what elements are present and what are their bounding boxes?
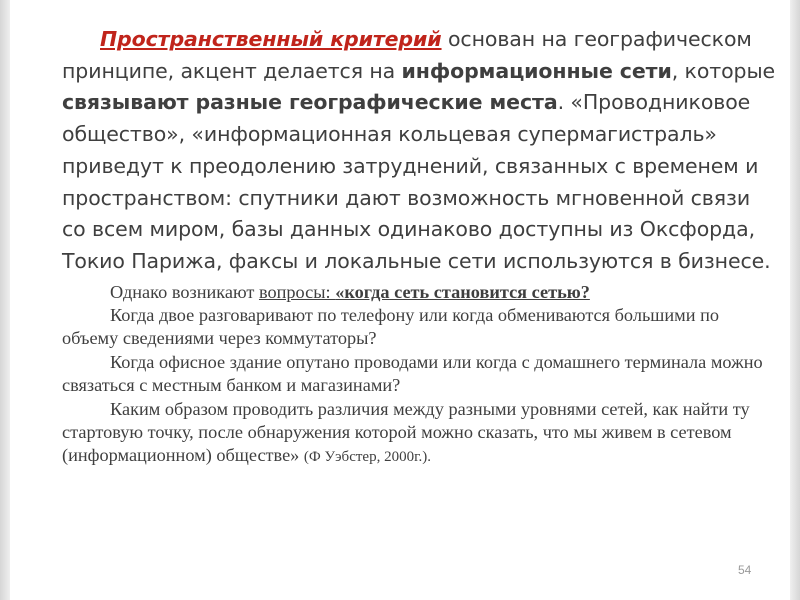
slide-shadow-right <box>790 0 800 600</box>
office-question-paragraph: Когда офисное здание опутано проводами или когда с домашнего терминала можно связаться с местным банком и магазинами? <box>62 351 763 396</box>
questions-label: вопросы: <box>258 281 336 302</box>
connect-places-bold: связывают разные географические места <box>62 90 558 115</box>
phone-question-paragraph: Когда двое разговаривают по телефону или когда обмениваются большими по объему сведениями через коммутаторы? <box>62 305 719 349</box>
slide <box>10 0 790 600</box>
slide-content <box>62 24 778 470</box>
citation: (Ф Уэбстер, 2000г.). <box>303 449 432 466</box>
spatial-criterion-term: Пространственный критерий <box>100 27 442 51</box>
information-networks-bold: информационные сети <box>401 58 672 83</box>
questions-intro-paragraph <box>62 281 778 304</box>
questions-intro-text: Однако возникают <box>110 281 259 302</box>
key-question: «когда сеть становится сетью? <box>335 281 590 302</box>
main-text-part-2: , которые <box>671 58 776 83</box>
main-paragraph <box>62 24 778 278</box>
main-text-part-1: основан на географическом принципе, акцент делается на <box>62 27 752 83</box>
network-levels-text: Каким образом проводить различия между разными уровнями сетей, как найти ту стартовую точку, после обнаружения которой можно сказать, что мы живем в сетевом (информационном) обществе» <box>62 398 750 466</box>
main-text-part-3: . «Проводниковое общество», «информационная кольцевая супермагистраль» приведут к преодолению затруднений, связанных с временем и пространством: спутники дают возможность мгновенной связи со всем миром, базы данных одинаково доступны из Оксфорда, Токио Парижа, факсы и локальные сети используются в бизнесе. <box>62 90 771 273</box>
network-levels-paragraph <box>62 398 778 470</box>
slide-shadow-left <box>0 0 10 600</box>
page-number: 54 <box>738 563 752 577</box>
